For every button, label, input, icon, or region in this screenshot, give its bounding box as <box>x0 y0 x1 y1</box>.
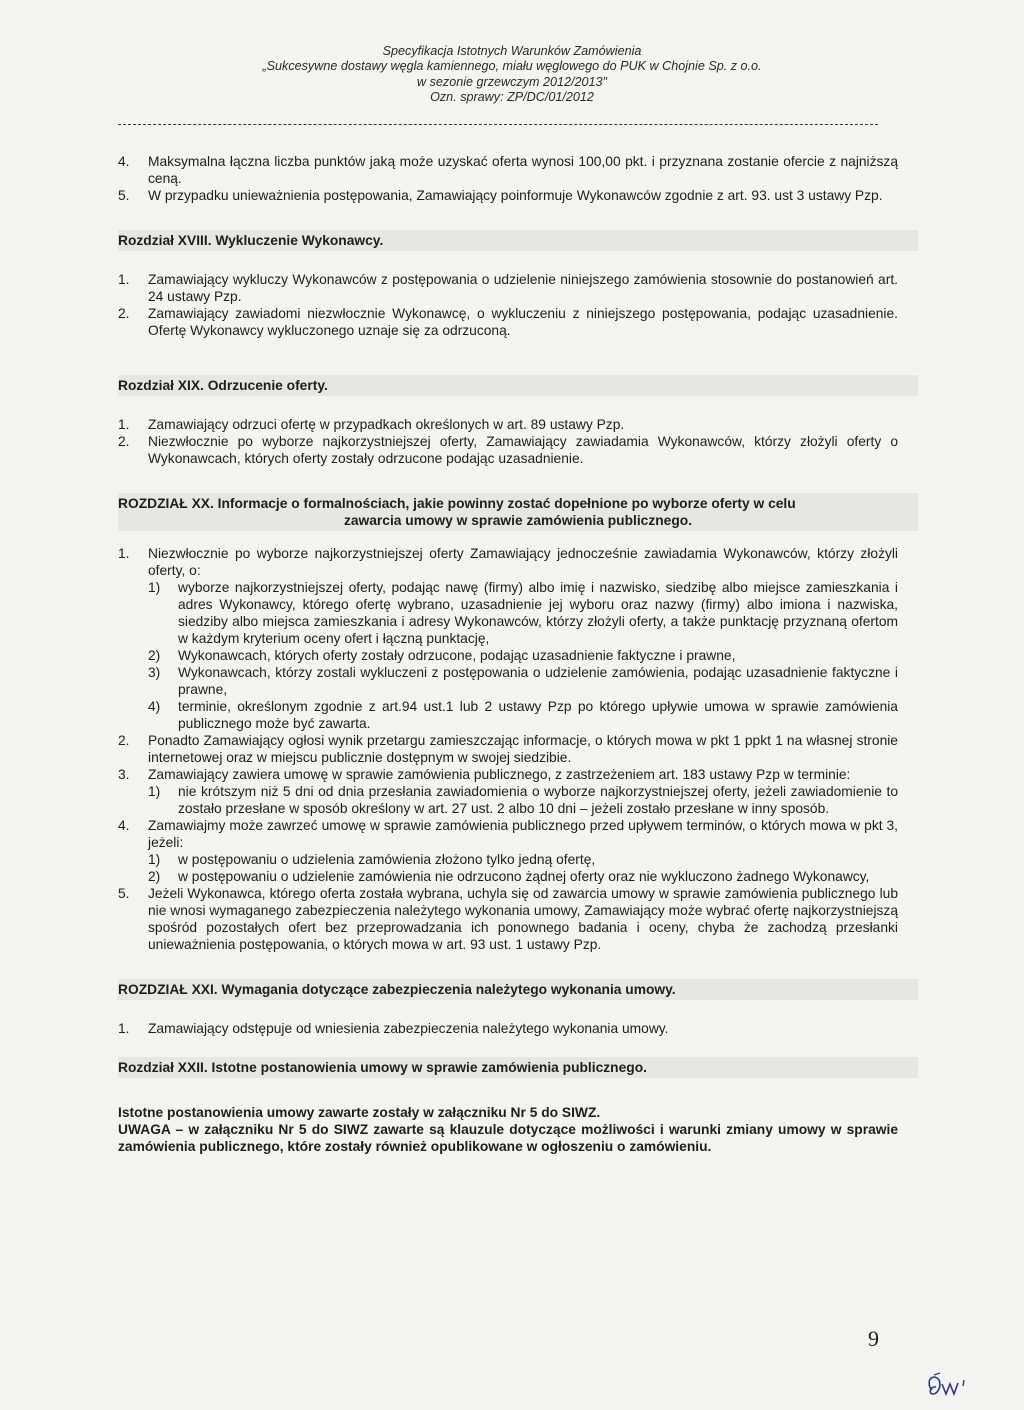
item-number: 1. <box>118 1021 130 1036</box>
sub-item-number: 1) <box>148 852 161 867</box>
sub-item <box>118 868 898 885</box>
item-text: Ponadto Zamawiający ogłosi wynik przetargu zamieszczając informacje, o których mowa w pkt 1 ppkt 1 na własnej stronie internetowej oraz w miejscu publicznie dostępnym w swojej siedzibie. <box>148 733 898 765</box>
item-text: Zamawiający zawiera umowę w sprawie zamówienia publicznego, z zastrzeżeniem art. 183 ustawy Pzp w terminie: <box>148 767 851 782</box>
heading-line: zawarcia umowy w sprawie zamówienia publicznego. <box>343 513 693 528</box>
sub-item-text: Wykonawcach, którzy zostali wykluczeni z postępowania o udzielenie zamówienia, podając uzasadnienie faktyczne i prawne, <box>178 665 898 697</box>
sub-item-number: 2) <box>148 648 161 663</box>
sub-item-number: 1) <box>148 784 161 799</box>
list-item <box>118 416 898 433</box>
sub-item <box>118 647 898 664</box>
item-text: Maksymalna łączna liczba punktów jaką może uzyskać oferta wynosi 100,00 pkt. i przyznana zostanie ofercie z najniższą ceną. <box>148 154 898 186</box>
item-number: 2. <box>118 306 130 321</box>
header-divider <box>118 124 878 125</box>
section-heading-xix: Rozdział XIX. Odrzucenie oferty. <box>118 375 918 396</box>
sub-item-text: w postępowaniu o udzielenie zamówienia nie odrzucono żądnej oferty oraz nie wykluczono żadnego Wykonawcy, <box>178 869 870 884</box>
item-text: Zamawiający odstępuje od wniesienia zabezpieczenia należytego wykonania umowy. <box>148 1021 669 1036</box>
list-item <box>118 545 898 579</box>
sub-item-text: nie krótszym niż 5 dni od dnia przesłania zawiadomienia o wyborze najkorzystniejszej oferty, jeżeli zawiadomienie to zostało przesłane w sposób określony w art. 27 ust. 2 albo 10 dni – jeżeli zostało przesłane w inny sposób. <box>178 784 898 816</box>
item-text: Zamawiający wykluczy Wykonawców z postępowania o udzielenie niniejszego zamówienia stosownie do postanowień art. 24 ustawy Pzp. <box>148 272 898 304</box>
sub-item-number: 4) <box>148 699 161 714</box>
sub-item-number: 2) <box>148 869 161 884</box>
item-number: 1. <box>118 417 130 432</box>
item-text: Zamawiający odrzuci ofertę w przypadkach określonych w art. 89 ustawy Pzp. <box>148 417 625 432</box>
item-text: Niezwłocznie po wyborze najkorzystniejszej oferty Zamawiający jednocześnie zawiadamia Wykonawców, którzy złożyli oferty, o: <box>148 546 898 578</box>
heading-line: ROZDZIAŁ XX. Informacje o formalnościach, jakie powinny zostać dopełnione po wyborze oferty w celu <box>118 496 796 511</box>
item-number: 4. <box>118 154 130 169</box>
section-heading-xxi: ROZDZIAŁ XXI. Wymagania dotyczące zabezpieczenia należytego wykonania umowy. <box>118 979 918 1000</box>
list-item <box>118 732 898 766</box>
list-item <box>118 433 898 467</box>
list-item <box>118 817 898 851</box>
list-item <box>118 766 898 783</box>
list-item <box>118 1020 898 1037</box>
list-item <box>118 271 898 305</box>
item-number: 2. <box>118 434 130 449</box>
sub-item-text: Wykonawcach, których oferty zostały odrzucone, podając uzasadnienie faktyczne i prawne, <box>178 648 736 663</box>
section-heading-xviii: Rozdział XVIII. Wykluczenie Wykonawcy. <box>118 230 918 251</box>
item-number: 1. <box>118 272 130 287</box>
page-number: 9 <box>868 1326 879 1351</box>
document-header <box>0 44 1024 105</box>
list-item <box>118 885 898 953</box>
sub-item <box>118 664 898 698</box>
header-title: Specyfikacja Istotnych Warunków Zamówienia <box>382 44 642 58</box>
list-item <box>118 305 898 339</box>
sub-item <box>118 698 898 732</box>
item-number: 5. <box>118 188 130 203</box>
header-season: w sezonie grzewczym 2012/2013" <box>417 74 607 89</box>
item-text: W przypadku unieważnienia postępowania, Zamawiający poinformuje Wykonawców zgodnie z art. 93. ust 3 ustawy Pzp. <box>148 188 883 203</box>
section-heading-xxii: Rozdział XXII. Istotne postanowienia umowy w sprawie zamówienia publicznego. <box>118 1057 918 1078</box>
warning-note: UWAGA – w załączniku Nr 5 do SIWZ zawarte są klauzule dotyczące możliwości i warunki zmiany umowy w sprawie zamówienia publicznego, które zostały również opublikowane w ogłoszeniu o zamówieniu. <box>118 1122 898 1154</box>
section-heading-xx <box>118 493 918 531</box>
item-text: Zamawiający zawiadomi niezwłocznie Wykonawcę, o wykluczeniu z niniejszego postępowania, podając uzasadnienie. Ofertę Wykonawcy wykluczonego uznaje się za odrzuconą. <box>148 306 898 338</box>
handwritten-signature <box>922 1368 992 1402</box>
item-number: 3. <box>118 767 130 782</box>
contract-terms-note: Istotne postanowienia umowy zawarte zostały w załączniku Nr 5 do SIWZ. <box>118 1105 601 1120</box>
item-text: Jeżeli Wykonawca, którego oferta została wybrana, uchyla się od zawarcia umowy w sprawie zamówienia publicznego lub nie wnosi wymaganego zabezpieczenia należytego wykonania umowy, Zamawiający może wybrać ofertę najkorzystniejszą spośród pozostałych ofert bez przeprowadzania ich ponownego badania i oceny, chyba że zachodzą przesłanki unieważnienia postępowania, o których mowa w art. 93 ust. 1 ustawy Pzp. <box>148 886 898 952</box>
sub-item <box>118 851 898 868</box>
sub-item-text: wyborze najkorzystniejszej oferty, podając nawę (firmy) albo imię i nazwisko, siedzibę albo miejsce zamieszkania i adres Wykonawcy, którego ofertę wybrano, uzasadnienie jej wyboru oraz nazwy (firmy) albo imiona i nazwiska, siedziby albo miejsca zamieszkania i adresy Wykonawców, którzy złożyli oferty, a także punktację przyznaną ofertom w każdym kryterium oceny ofert i łączną punktację, <box>178 580 898 646</box>
sub-item-text: w postępowaniu o udzielenia zamówienia złożono tylko jedną ofertę, <box>178 852 596 867</box>
item-number: 5. <box>118 886 130 901</box>
sub-item-number: 1) <box>148 580 161 595</box>
item-number: 2. <box>118 733 130 748</box>
item-number: 4. <box>118 818 130 833</box>
sub-item <box>118 579 898 647</box>
item-text: Zamawiajmy może zawrzeć umowę w sprawie zamówienia publicznego przed upływem terminów, o których mowa w pkt 3, jeżeli: <box>148 818 898 850</box>
sub-item <box>118 783 898 817</box>
list-item <box>118 187 898 204</box>
item-number: 1. <box>118 546 130 561</box>
document-body <box>118 153 898 1155</box>
header-subject: „Sukcesywne dostawy węgla kamiennego, miału węglowego do PUK w Chojnie Sp. z o.o. <box>262 59 762 74</box>
header-case-number: Ozn. sprawy: ZP/DC/01/2012 <box>430 89 594 104</box>
list-item <box>118 153 898 187</box>
item-text: Niezwłocznie po wyborze najkorzystniejszej oferty, Zamawiający zawiadamia Wykonawców, którzy złożyli oferty o Wykonawcach, których oferty zostały odrzucone podając uzasadnienie. <box>148 434 898 466</box>
sub-item-text: terminie, określonym zgodnie z art.94 ust.1 lub 2 ustawy Pzp po którego upływie umowa w sprawie zamówienia publicznego może być zawarta. <box>178 699 898 731</box>
sub-item-number: 3) <box>148 665 161 680</box>
